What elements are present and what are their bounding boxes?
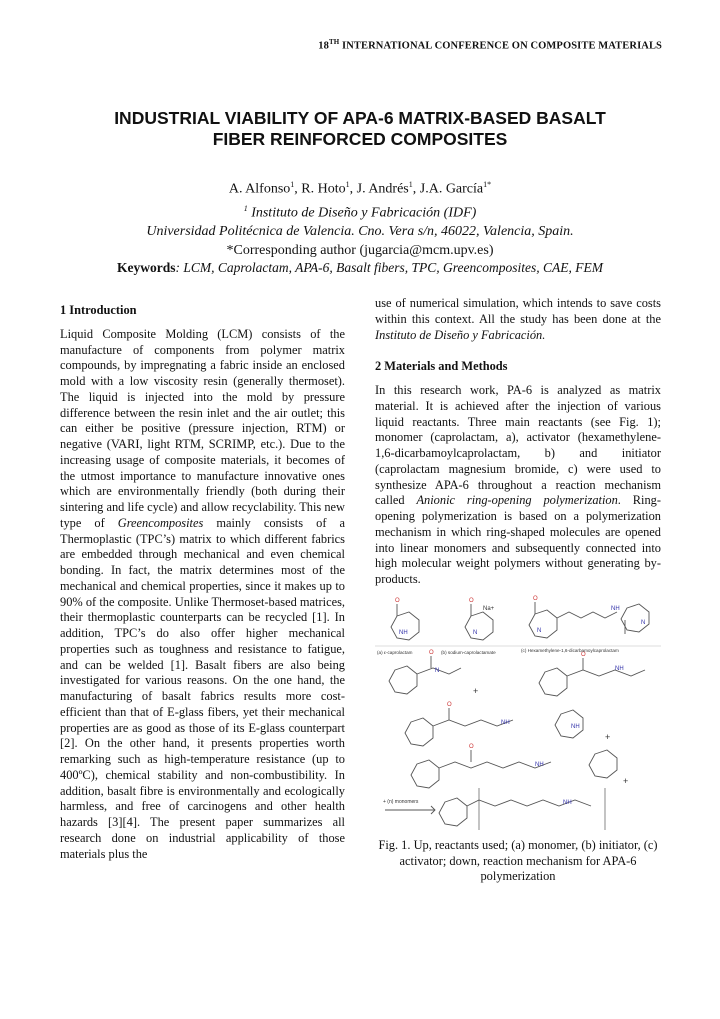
conference-header: 18TH INTERNATIONAL CONFERENCE ON COMPOSITE MATERIALS [318, 38, 662, 52]
svg-text:O: O [469, 744, 474, 750]
introduction-paragraph: Liquid Composite Molding (LCM) consists of the manufacture of components from polymer matrix compounds, by impregnating a fabric inside an enclosed mold with a low viscosity resin (generally thermoset). The liquid is injected into the mold by pressure difference between the resin inlet and the air outlet; this can either be positive (pressure injection, RTM) or negative (VARI, light RTM, SCRIMP, etc.). Due to the increasing usage of composite materials, it becomes of the utmost importance to manufacture innovative ones which are environmentally friendly (both during their sintering and life cycle) and allow recyclability. This new type of Greencomposites mainly consists of a Thermoplastic (TPC’s) matrix to which different fabrics are embedded through mechanical and even chemical bonding. In fact, the matrix determines most of the mechanical and chemical properties, since it makes up to 90% of the composite. Unlike Thermoset-based matrices, their thermoplastic counterparts can be recycled [1]. In addition, TPC’s do also offer higher mechanical properties such as toughness and resistance to fatigue, and can be welded [1]. Basalt fibers are also being investigated for various reasons. On the one hand, the manufacturing of basalt fabrics results more cost-efficient than that of E-glass fibers, yet their mechanical properties are as good as those of its E-glass counterpart [2]. On the other hand, it presents properties worth remarking such as high-temperature resistance (up to 400ºC), chemical stability and non-combustibility. In addition, basalt fibre is environmentally and ecologically harmless, and free of carcinogens and other health hazards [3][4]. The present paper summarizes all research done on industrial applicability of those materials plus the [60, 326, 345, 861]
svg-text:O: O [447, 702, 452, 708]
svg-text:+: + [473, 686, 479, 696]
section-heading-introduction: 1 Introduction [60, 303, 137, 317]
mechanism-ring-2 [539, 668, 567, 696]
svg-text:O: O [533, 596, 538, 602]
svg-text:N: N [435, 668, 440, 674]
affiliation-university: Universidad Politécnica de Valencia. Cno. Vera s/n, 46022, Valencia, Spain. [146, 224, 574, 240]
svg-text:O: O [581, 652, 586, 658]
continuation-paragraph: use of numerical simulation, which intends to save costs within this context. All the study has been done at the Instituto de Diseño y Fabricación. [375, 296, 661, 342]
figure-reaction-diagram [375, 594, 661, 834]
svg-text:N: N [473, 630, 478, 636]
mechanism-ring-7 [439, 798, 467, 826]
svg-text:NH: NH [501, 720, 510, 726]
svg-text:NH: NH [611, 606, 620, 612]
keywords-line: Keywords: LCM, Caprolactam, APA-6, Basalt fibers, TPC, Greencomposites, CAE, FEM [117, 260, 603, 275]
activator-ring-left [529, 610, 557, 638]
label-sodium-caprolactamate: (b) sodium-caprolactamate [441, 650, 496, 655]
svg-text:O: O [395, 598, 400, 604]
svg-text:N: N [537, 628, 542, 634]
title-line-1: INDUSTRIAL VIABILITY OF APA-6 MATRIX-BASED BASALT [114, 108, 606, 128]
svg-text:O: O [469, 598, 474, 604]
label-caprolactam: (a) ε-caprolactam [377, 650, 413, 655]
label-activator: (c) Hexamethylene-1,6-dicarbamoylcaprolactam [521, 648, 619, 653]
mechanism-ring-6 [589, 750, 617, 778]
mechanism-ring-1 [389, 666, 417, 694]
left-column [60, 303, 345, 862]
svg-text:NH: NH [615, 666, 624, 672]
right-column [375, 296, 661, 588]
title-line-2: FIBER REINFORCED COMPOSITES [212, 129, 508, 149]
section-heading-materials: 2 Materials and Methods [375, 359, 508, 374]
svg-text:NH: NH [563, 800, 572, 806]
svg-text:O: O [429, 650, 434, 656]
mechanism-ring-3 [405, 718, 433, 746]
svg-text:+: + [623, 776, 629, 786]
svg-text:N: N [641, 620, 646, 626]
svg-text:NH: NH [399, 630, 408, 636]
svg-text:+: + [605, 732, 611, 742]
figure-caption: Fig. 1. Up, reactants used; (a) monomer, (b) initiator, (c) activator; down, reaction mechanism for APA-6 polymerization [378, 838, 658, 883]
mechanism-ring-5 [411, 760, 439, 788]
affiliation-institute: $^1$ Instituto de Diseño y Fabricación (IDF) [243, 203, 477, 221]
monomers-label: + (n) monomers [383, 799, 419, 805]
caprolactamate-ring [465, 612, 493, 640]
author-block [0, 175, 720, 260]
materials-paragraph: In this research work, PA-6 is analyzed as matrix material. It is achieved after the injection of various liquid reactants. Three main reactants (see Fig. 1); monomer (caprolactam, a), activator (hexamethylene-1,6-dicarbamoylcaprolactam, b) and initiator (caprolactam magnesium bromide, c) were used to synthesize APA-6 throughout a reaction mechanism called Anionic ring-opening polymerization. Ring-opening polymerization is based on a polymerization mechanism in which ring-shaped molecules are opened into linear monomers and subsequently connected into high molecular weight polymers without generating by-products. [375, 383, 661, 586]
author-list: A. Alfonso$^1$, R. Hoto$^1$, J. Andrés$^1$, J.A. García$^{1*}$ [228, 180, 492, 197]
svg-text:NH: NH [571, 724, 580, 730]
paper-title [0, 108, 720, 150]
corresponding-author: *Corresponding author (jugarcia@mcm.upv.es) [226, 243, 494, 259]
svg-text:NH: NH [535, 762, 544, 768]
sodium-ion-label: Na+ [483, 606, 495, 612]
